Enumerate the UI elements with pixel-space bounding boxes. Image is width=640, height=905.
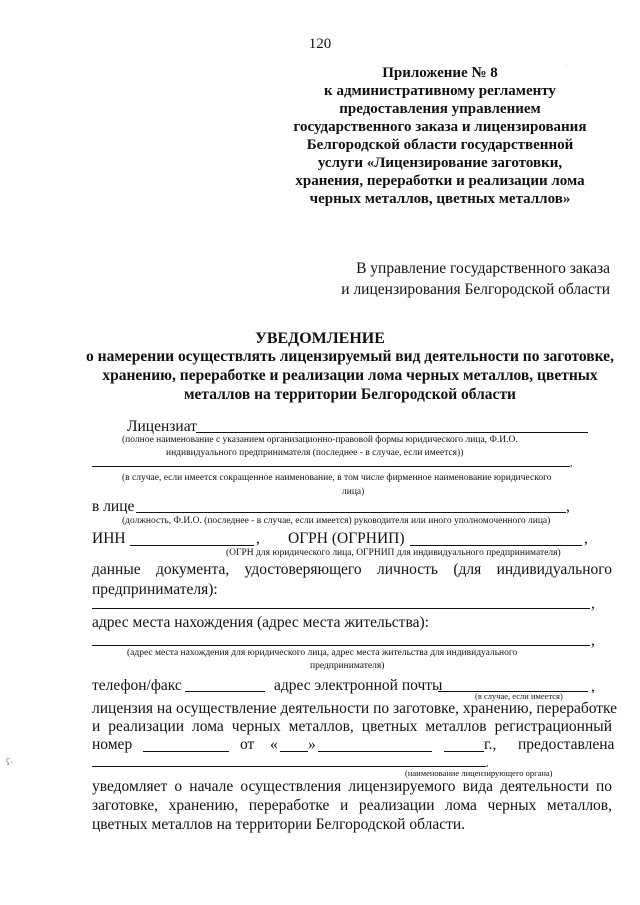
comma: , [584, 530, 588, 547]
quote-close: » [308, 736, 316, 753]
scan-speck: · [565, 64, 567, 70]
person-label: в лице [92, 498, 135, 515]
comma: , [486, 759, 489, 769]
licensee-hint: индивидуального предпринимателя (последнее - в случае, если имеется)) [166, 448, 464, 458]
license-text: и реализации лома черных металлов, цветных металлов регистрационный [92, 718, 612, 735]
email-hint: (в случае, если имеется) [475, 691, 563, 701]
ogrn-field[interactable] [410, 545, 582, 546]
from-label: от [240, 736, 255, 753]
address-hint: (адрес места нахождения для юридического лица, адрес места жительства для индивидуального [127, 648, 518, 658]
person-hint: (должность, Ф.И.О. (последнее - в случае, если имеется) руководителя или иного уполномоченного лица) [122, 516, 551, 526]
page-number: 120 [308, 36, 332, 52]
appendix-line: хранения, переработки и реализации лома [295, 173, 585, 189]
license-year-field[interactable] [444, 751, 484, 752]
authority-hint: (наименование лицензирующего органа) [405, 768, 553, 778]
comma: , [591, 632, 595, 649]
person-field[interactable] [136, 512, 566, 513]
number-label: номер [92, 736, 133, 753]
notice-title: УВЕДОМЛЕНИЕ [255, 330, 385, 347]
short-name-hint: (в случае, если имеется сокращенное наименование, в том числе фирменное наименование юридического [122, 473, 552, 483]
document-field[interactable] [92, 608, 590, 609]
notify-text: цветных металлов на территории Белгородской области. [92, 816, 466, 833]
subtitle-line: о намерении осуществлять лицензируемый вид деятельности по заготовке, [86, 348, 614, 365]
addressee-line: и лицензирования Белгородской области [341, 281, 610, 298]
short-name-hint: лица) [342, 487, 365, 497]
quote-open: « [270, 736, 278, 753]
appendix-line: Приложение № 8 [382, 65, 498, 81]
appendix-line: черных металлов, цветных металлов» [309, 191, 571, 207]
appendix-line: Белгородской области государственной [306, 137, 574, 153]
licensee-field[interactable] [196, 432, 588, 433]
comma: , [566, 498, 570, 515]
subtitle-line: хранению, переработке и реализации лома черных металлов, цветных [102, 367, 598, 384]
licensee-hint: (полное наименование с указанием организационно-правовой формы юридического лица, Ф.И.О. [122, 435, 518, 445]
license-month-field[interactable] [318, 751, 432, 752]
license-number-field[interactable] [143, 751, 229, 752]
comma: , [256, 530, 260, 547]
inn-label: ИНН [92, 530, 126, 547]
inn-field[interactable] [130, 545, 254, 546]
phone-label: телефон/факс [92, 677, 182, 694]
comma: , [591, 595, 595, 612]
comma: , [591, 678, 595, 695]
licensee-label: Лицензиат [127, 418, 197, 435]
scan-speck: ʕ· [6, 757, 13, 767]
short-name-field[interactable] [92, 466, 570, 467]
appendix-line: услуги «Лицензирование заготовки, [317, 155, 563, 171]
document-label: предпринимателя): [92, 581, 218, 598]
ogrn-label: ОГРН (ОГРНИП) [288, 530, 405, 547]
email-label: адрес электронной почты [274, 677, 443, 694]
license-day-field[interactable] [280, 751, 308, 752]
appendix-line: к административному регламенту [324, 83, 556, 99]
appendix-line: предоставления управлением [339, 101, 541, 117]
document-label: данные документа, удостоверяющего личность (для индивидуального [92, 561, 612, 578]
notice-subtitle [80, 347, 620, 404]
addressee-block [341, 258, 610, 300]
notify-text: уведомляет о начале осуществления лицензируемого вида деятельности по [92, 778, 612, 795]
phone-field[interactable] [185, 691, 265, 692]
addressee-line: В управление государственного заказа [356, 260, 610, 277]
address-hint: предпринимателя) [310, 661, 385, 671]
provided-label: предоставлена [518, 736, 615, 753]
license-text: лицензия на осуществление деятельности по заготовке, хранению, переработке [92, 700, 618, 717]
subtitle-line: металлов на территории Белгородской области [183, 386, 516, 403]
appendix-line: государственного заказа и лицензирования [293, 119, 587, 135]
comma: , [570, 459, 573, 469]
year-label: г., [484, 736, 497, 753]
address-label: адрес места нахождения (адрес места жительства): [92, 614, 429, 631]
ogrn-hint: (ОГРН для юридического лица, ОГРНИП для индивидуального предпринимателя) [226, 548, 561, 558]
notify-text: заготовке, хранению, переработке и реализации лома черных металлов, [92, 797, 612, 814]
address-field[interactable] [92, 645, 590, 646]
appendix-header [270, 64, 610, 208]
